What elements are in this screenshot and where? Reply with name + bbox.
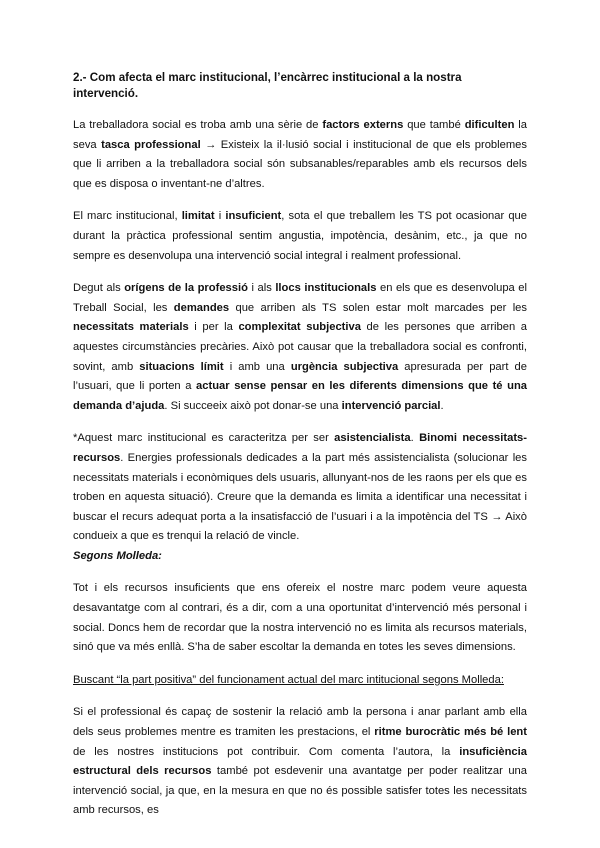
bold-term: insuficiència estructural dels recursos bbox=[73, 745, 527, 778]
subheading-molleda: Segons Molleda: bbox=[73, 549, 162, 562]
bold-term: dificulten bbox=[464, 119, 515, 131]
text-run: El marc institucional, bbox=[73, 210, 182, 223]
text-run: la seva bbox=[73, 119, 527, 151]
paragraph-institutional-frame bbox=[73, 207, 527, 266]
bold-term: insuficient bbox=[225, 210, 282, 223]
bold-term: necessitats materials bbox=[73, 321, 189, 334]
text-run: . bbox=[410, 432, 420, 445]
text-run: → Existeix la il·lusió social i institucional de que els problemes que li arriben a la treballadora social són subsanables/reparables amb els recursos dels que es disposa o inventant-ne d’altres. bbox=[73, 138, 527, 190]
bold-term: tasca professional bbox=[101, 138, 201, 151]
bold-term: complexitat subjectiva bbox=[238, 321, 361, 334]
text-run: . bbox=[440, 399, 444, 412]
paragraph-origins bbox=[73, 279, 527, 416]
bold-term: Binomi necessitats-recursos bbox=[73, 432, 527, 464]
text-run: i bbox=[214, 210, 226, 223]
text-run: de les nostres institucions pot contribuir. Com comenta l’autora, la bbox=[73, 745, 460, 758]
text-run: i als bbox=[247, 282, 276, 295]
text-run: *Aquest marc institucional es caracteritza per ser bbox=[73, 432, 335, 445]
text-run: i per la bbox=[188, 321, 239, 334]
paragraph-opportunity: Tot i els recursos insuficients que ens ofereix el nostre marc podem veure aquesta desavantatge com al contrari, és a dir, com a una oportunitat d’intervenció més personal i social. Doncs hem de recordar que la nostra intervenció no es limita als recursos materials, sinó que va més enllà. S’ha de saber escoltar la demanda en totes les seves dimensions. bbox=[73, 582, 527, 654]
text-run: apresurada per part de l’usuari, que li porten a bbox=[73, 360, 527, 393]
text-run: i amb una bbox=[223, 360, 291, 373]
underlined-heading: Buscant “la part positiva” del funcionament actual del marc intitucional segons Molleda: bbox=[73, 673, 504, 686]
text-run: La treballadora social es troba amb una sèrie de bbox=[73, 119, 323, 131]
paragraph-positive-side bbox=[73, 703, 527, 821]
bold-term: llocs institucionals bbox=[275, 282, 377, 295]
text-run: que arriben als TS solen estar molt marcades per les bbox=[229, 301, 527, 314]
text-run: Degut als bbox=[73, 282, 125, 295]
paragraph-assistentialist bbox=[73, 429, 527, 547]
text-run: , sota el que treballem les TS pot ocasionar que durant la pràctica professional sentim angustia, impotència, desànim, etc., ja que no sempre es desenvolupa una intervenció social integral i realment professional. bbox=[73, 210, 527, 262]
bold-term: actuar sense pensar en les diferents dimensions que té una demanda d’ajuda bbox=[73, 380, 528, 412]
bold-term: orígens de la professió bbox=[124, 282, 248, 295]
bold-term: ritme burocràtic més bé lent bbox=[374, 726, 527, 739]
bold-term: urgència subjectiva bbox=[290, 360, 399, 373]
text-run: que també bbox=[403, 119, 465, 131]
bold-term: limitat bbox=[181, 210, 215, 223]
bold-term: demandes bbox=[173, 301, 230, 314]
bold-term: situacions límit bbox=[139, 360, 224, 373]
text-run: de les persones que arriben a aquestes circumstàncies precàries. Això pot causar que la treballadora social es confronti, sovint, amb bbox=[73, 321, 528, 373]
text-run: . Energies professionals dedicades a la part més assistencialista (solucionar les necessitats materials i econòmiques dels usuaris, allunyant-nos de les raons per els que es troben en aquesta situació). Creure que la demanda es limita a identificar una necessitat i buscar el recurs adequat porta a la insatisfacció de l’usuari i a la impotència del TS → Això condueix a que es trenqui la relació de vincle. bbox=[73, 451, 527, 543]
section-heading: 2.- Com afecta el marc institucional, l’encàrrec institucional a la nostra intervenció. bbox=[73, 71, 462, 100]
bold-term: intervenció parcial bbox=[341, 399, 441, 412]
paragraph-external-factors bbox=[73, 116, 527, 194]
text-run: també pot esdevenir una avantatge per poder realitzar una intervenció social, ja que, en la mesura en que no és possible satisfer totes les necessitats amb recursos, es bbox=[73, 765, 527, 817]
bold-term: asistencialista bbox=[334, 432, 411, 445]
text-run: . Si succeeix això pot donar-se una bbox=[164, 399, 342, 412]
bold-term: factors externs bbox=[322, 119, 404, 131]
text-run: en els que es desenvolupa el Treball Social, les bbox=[73, 282, 528, 314]
text-run: Si el professional és capaç de sostenir la relació amb la persona i anar parlant amb ella dels seus problemes mentre es tramiten les prestacions, el bbox=[73, 706, 527, 739]
